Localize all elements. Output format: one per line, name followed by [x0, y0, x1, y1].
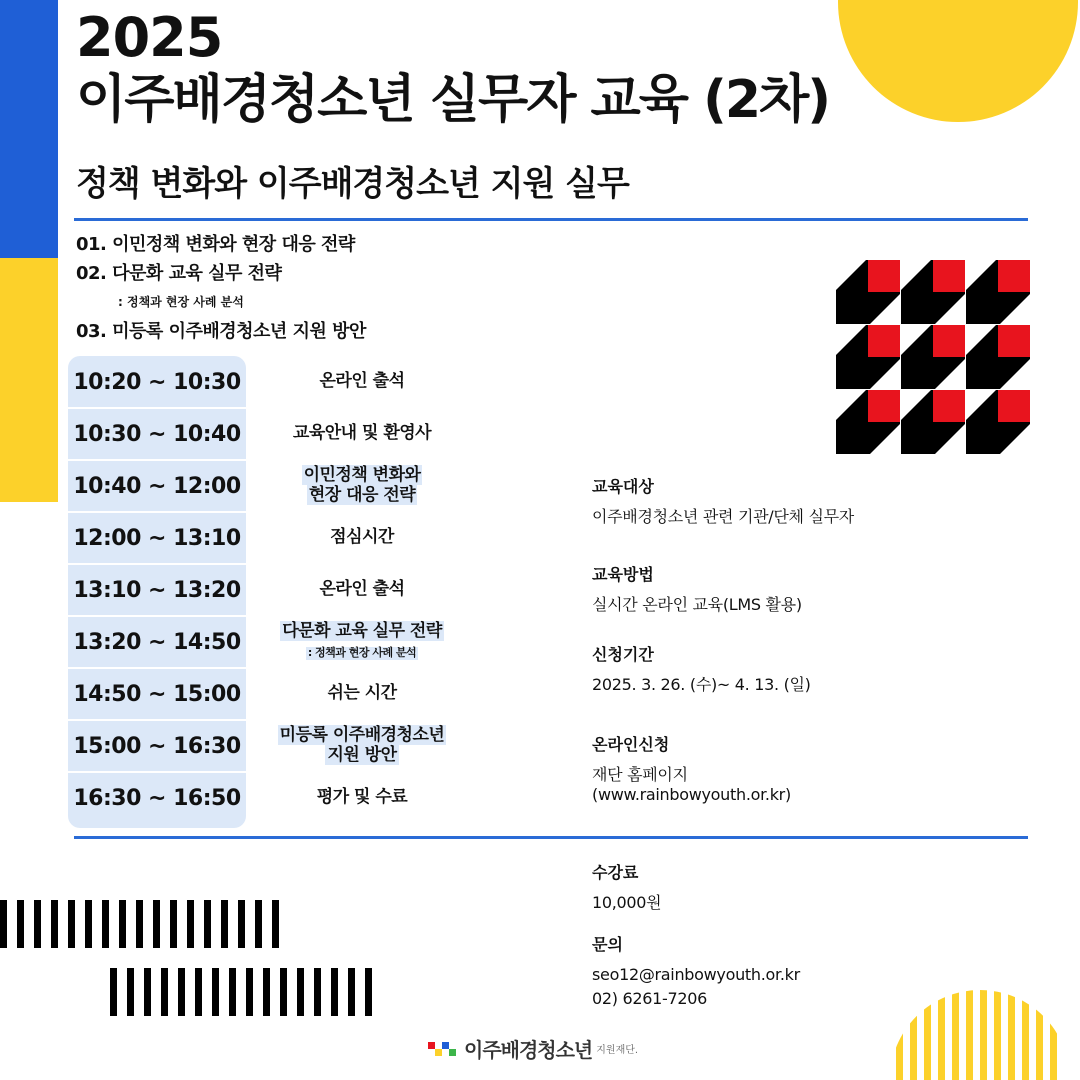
topic-item-note: : 정책과 현장 사례 분석 — [118, 295, 244, 309]
activity-line: 다문화 교육 실무 전략 — [282, 621, 442, 642]
activity-line: 온라인 출석 — [319, 371, 405, 392]
schedule-activity — [246, 528, 478, 548]
topic-list — [76, 230, 366, 346]
info-label: 신청기간 — [592, 645, 654, 664]
schedule-activity — [246, 684, 478, 704]
topic-item: 01. 이민정책 변화와 현장 대응 전략 — [76, 234, 355, 255]
schedule-time: 10:20 ~ 10:30 — [73, 369, 241, 395]
decor-stripes-bottom — [110, 968, 372, 1016]
schedule-row — [68, 616, 478, 668]
contact-email[interactable]: seo12@rainbowyouth.or.kr — [592, 965, 800, 984]
foundation-logo — [428, 1034, 638, 1063]
topic-item: 02. 다문화 교육 실무 전략 — [76, 263, 282, 284]
info-value: 10,000원 — [592, 893, 662, 912]
decor-yellow-bar — [0, 258, 58, 502]
activity-line: 평가 및 수료 — [316, 787, 408, 808]
activity-line: 점심시간 — [330, 527, 394, 548]
activity-line: 이민정책 변화와 — [303, 465, 421, 486]
info-apply — [592, 732, 791, 805]
schedule-row — [68, 668, 478, 720]
activity-line-note: : 정책과 현장 사례 분석 — [307, 646, 417, 659]
logo-subtext: 지원재단. — [596, 1045, 639, 1056]
contact-phone: 02) 6261-7206 — [592, 989, 707, 1008]
info-label: 온라인신청 — [592, 735, 670, 754]
schedule-row — [68, 356, 478, 408]
info-target — [592, 474, 854, 527]
activity-line: 쉬는 시간 — [327, 683, 397, 704]
divider-bottom — [74, 836, 1028, 839]
info-label: 수강료 — [592, 863, 639, 882]
divider-top — [74, 218, 1028, 221]
schedule-time: 10:30 ~ 10:40 — [73, 421, 241, 447]
checker-pattern-graphic — [836, 260, 1030, 454]
foundation-logo-icon — [428, 1040, 456, 1058]
schedule-time: 13:10 ~ 13:20 — [73, 577, 241, 603]
decor-yellow-circle — [838, 0, 1078, 122]
info-value: 실시간 온라인 교육(LMS 활용) — [592, 595, 802, 614]
decor-blue-bar — [0, 0, 58, 258]
info-value: 2025. 3. 26. (수)~ 4. 13. (일) — [592, 675, 811, 694]
schedule-time: 14:50 ~ 15:00 — [73, 681, 241, 707]
topic-item: 03. 미등록 이주배경청소년 지원 방안 — [76, 321, 366, 342]
schedule-row — [68, 564, 478, 616]
decor-stripes-top — [0, 900, 279, 948]
activity-line: 온라인 출석 — [319, 579, 405, 600]
schedule-row — [68, 512, 478, 564]
info-label: 교육방법 — [592, 565, 654, 584]
info-period — [592, 642, 811, 695]
schedule-activity — [246, 726, 478, 765]
activity-line: 교육안내 및 환영사 — [292, 423, 432, 444]
activity-line: 미등록 이주배경청소년 — [279, 725, 445, 746]
schedule-time: 10:40 ~ 12:00 — [73, 473, 241, 499]
schedule-activity — [246, 788, 478, 808]
decor-yellow-semicircle — [882, 990, 1062, 1080]
schedule-activity — [246, 424, 478, 444]
schedule-time: 13:20 ~ 14:50 — [73, 629, 241, 655]
logo-name: 이주배경청소년 — [464, 1038, 593, 1062]
title-year: 2025 — [76, 6, 223, 69]
schedule-activity — [246, 372, 478, 392]
schedule-row — [68, 408, 478, 460]
info-label: 교육대상 — [592, 477, 654, 496]
schedule-row — [68, 772, 478, 824]
info-value: 재단 홈페이지 — [592, 765, 688, 784]
info-method — [592, 562, 802, 615]
schedule-time: 12:00 ~ 13:10 — [73, 525, 241, 551]
schedule-time: 15:00 ~ 16:30 — [73, 733, 241, 759]
info-contact — [592, 932, 800, 1009]
schedule-row — [68, 720, 478, 772]
schedule-time: 16:30 ~ 16:50 — [73, 785, 241, 811]
schedule-activity — [246, 466, 478, 505]
page-subtitle: 정책 변화와 이주배경청소년 지원 실무 — [76, 164, 629, 204]
website-link[interactable]: (www.rainbowyouth.or.kr) — [592, 785, 791, 804]
activity-line: 지원 방안 — [327, 745, 397, 765]
info-fee — [592, 860, 661, 913]
page-title: 이주배경청소년 실무자 교육 (2차) — [76, 70, 830, 130]
info-value: 이주배경청소년 관련 기관/단체 실무자 — [592, 507, 854, 526]
schedule-row — [68, 460, 478, 512]
schedule-activity — [246, 580, 478, 600]
schedule-activity — [246, 622, 478, 661]
activity-line: 현장 대응 전략 — [308, 485, 416, 505]
info-label: 문의 — [592, 935, 623, 954]
